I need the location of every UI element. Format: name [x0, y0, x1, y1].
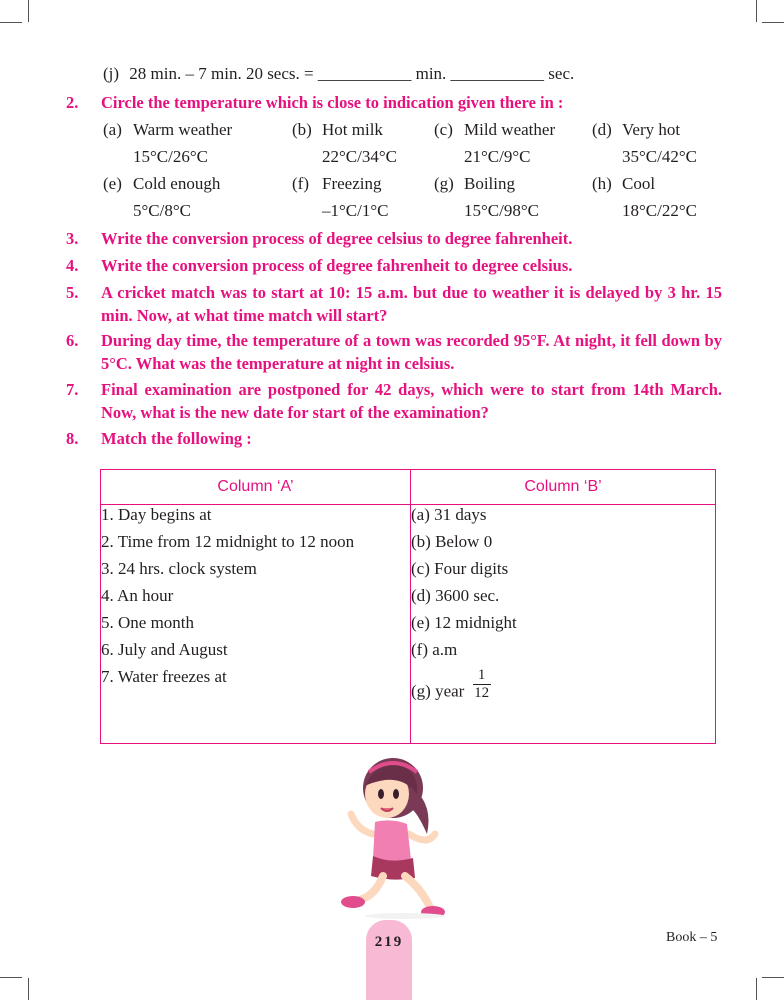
- question-3: [66, 227, 722, 250]
- question-text: A cricket match was to start at 10: 15 a.m. but due to weather it is delayed by 3 hr. 15 min. Now, at what time match will start?: [101, 283, 722, 325]
- option-value: 15°C/26°C: [133, 147, 208, 166]
- question-number: 4.: [66, 256, 79, 275]
- crop-mark: [0, 22, 22, 23]
- question-text: Circle the temperature which is close to indication given there in :: [101, 93, 564, 112]
- column-a: [101, 505, 411, 744]
- question-1j-expression: 28 min. – 7 min. 20 secs. = ___________ min. ___________ sec.: [129, 64, 575, 83]
- option-d: [592, 120, 697, 166]
- option-label: (c): [434, 120, 453, 139]
- crop-mark: [756, 978, 757, 1000]
- crop-mark: [762, 977, 784, 978]
- crop-mark: [762, 22, 784, 23]
- option-name: Boiling: [464, 174, 516, 193]
- option-g: [434, 174, 539, 220]
- running-girl-illustration: [335, 750, 470, 920]
- page-number-tab: [366, 920, 412, 1000]
- question-text: During day time, the temperature of a town was recorded 95°F. At night, it fell down by 5°C. What was the temperature at night in celsius.: [101, 331, 722, 373]
- option-label: (h): [592, 174, 612, 193]
- page-number: 219: [374, 934, 404, 950]
- column-b-item: (c) Four digits: [411, 559, 509, 578]
- column-a-item: 1. Day begins at: [101, 505, 212, 524]
- option-label: (d): [592, 120, 612, 139]
- question-text: Match the following :: [101, 429, 252, 448]
- crop-mark: [756, 0, 757, 22]
- question-2: [66, 91, 722, 114]
- option-label: (g): [434, 174, 454, 193]
- column-a-item: 7. Water freezes at: [101, 667, 227, 686]
- option-e: [103, 174, 221, 220]
- column-a-item: 6. July and August: [101, 640, 228, 659]
- match-table: [100, 469, 716, 744]
- question-6: [66, 329, 722, 375]
- column-a-item: 4. An hour: [101, 586, 174, 605]
- option-label: (e): [103, 174, 122, 193]
- question-text: Write the conversion process of degree fahrenheit to degree celsius.: [101, 256, 573, 275]
- option-label: (b): [292, 120, 312, 139]
- book-label: Book – 5: [666, 930, 718, 945]
- option-name: Freezing: [322, 174, 382, 193]
- question-number: 3.: [66, 229, 79, 248]
- fraction-denominator: 12: [474, 685, 490, 701]
- crop-mark: [28, 0, 29, 22]
- option-name: Cold enough: [133, 174, 221, 193]
- option-value: 21°C/9°C: [464, 147, 531, 166]
- column-a-item: 2. Time from 12 midnight to 12 noon: [101, 532, 355, 551]
- option-f: [292, 174, 389, 220]
- option-value: –1°C/1°C: [322, 201, 389, 220]
- column-a-header: Column ‘A’: [101, 470, 411, 505]
- column-b-item: (a) 31 days: [411, 505, 487, 524]
- option-label: (a): [103, 120, 122, 139]
- question-5: [66, 281, 722, 327]
- question-8: [66, 427, 722, 450]
- fraction-prefix: (g) year: [411, 681, 465, 701]
- column-b-item-fraction: [411, 667, 715, 702]
- option-name: Very hot: [622, 120, 681, 139]
- question-text: Final examination are postponed for 42 days, which were to start from 14th March. Now, what is the new date for start of the examination?: [101, 380, 722, 422]
- question-number: 6.: [66, 331, 79, 350]
- option-a: [103, 120, 233, 166]
- column-a-item: 3. 24 hrs. clock system: [101, 559, 257, 578]
- question-1j: [103, 64, 580, 84]
- option-c: [434, 120, 556, 166]
- option-value: 18°C/22°C: [622, 201, 697, 220]
- fraction-numerator: 1: [477, 667, 486, 683]
- option-name: Warm weather: [133, 120, 233, 139]
- crop-mark: [28, 978, 29, 1000]
- question-1j-label: (j): [103, 64, 120, 83]
- question-number: 8.: [66, 429, 79, 448]
- column-b-header: Column ‘B’: [411, 470, 716, 505]
- fraction: [473, 667, 491, 702]
- column-b-item: (d) 3600 sec.: [411, 586, 500, 605]
- option-name: Mild weather: [464, 120, 556, 139]
- question-number: 5.: [66, 283, 79, 302]
- question-number: 7.: [66, 380, 79, 399]
- option-value: 15°C/98°C: [464, 201, 539, 220]
- question-number: 2.: [66, 93, 79, 112]
- option-b: [292, 120, 397, 166]
- option-value: 35°C/42°C: [622, 147, 697, 166]
- column-a-item: 5. One month: [101, 613, 195, 632]
- question-7: [66, 378, 722, 424]
- option-name: Cool: [622, 174, 656, 193]
- column-b-item: (e) 12 midnight: [411, 613, 517, 632]
- question-4: [66, 254, 722, 277]
- column-b-item: (b) Below 0: [411, 532, 493, 551]
- option-label: (f): [292, 174, 309, 193]
- option-value: 22°C/34°C: [322, 147, 397, 166]
- option-value: 5°C/8°C: [133, 201, 191, 220]
- crop-mark: [0, 977, 22, 978]
- question-text: Write the conversion process of degree celsius to degree fahrenheit.: [101, 229, 573, 248]
- column-b-item: (f) a.m: [411, 640, 458, 659]
- option-name: Hot milk: [322, 120, 383, 139]
- column-b: [411, 505, 716, 744]
- option-h: [592, 174, 697, 220]
